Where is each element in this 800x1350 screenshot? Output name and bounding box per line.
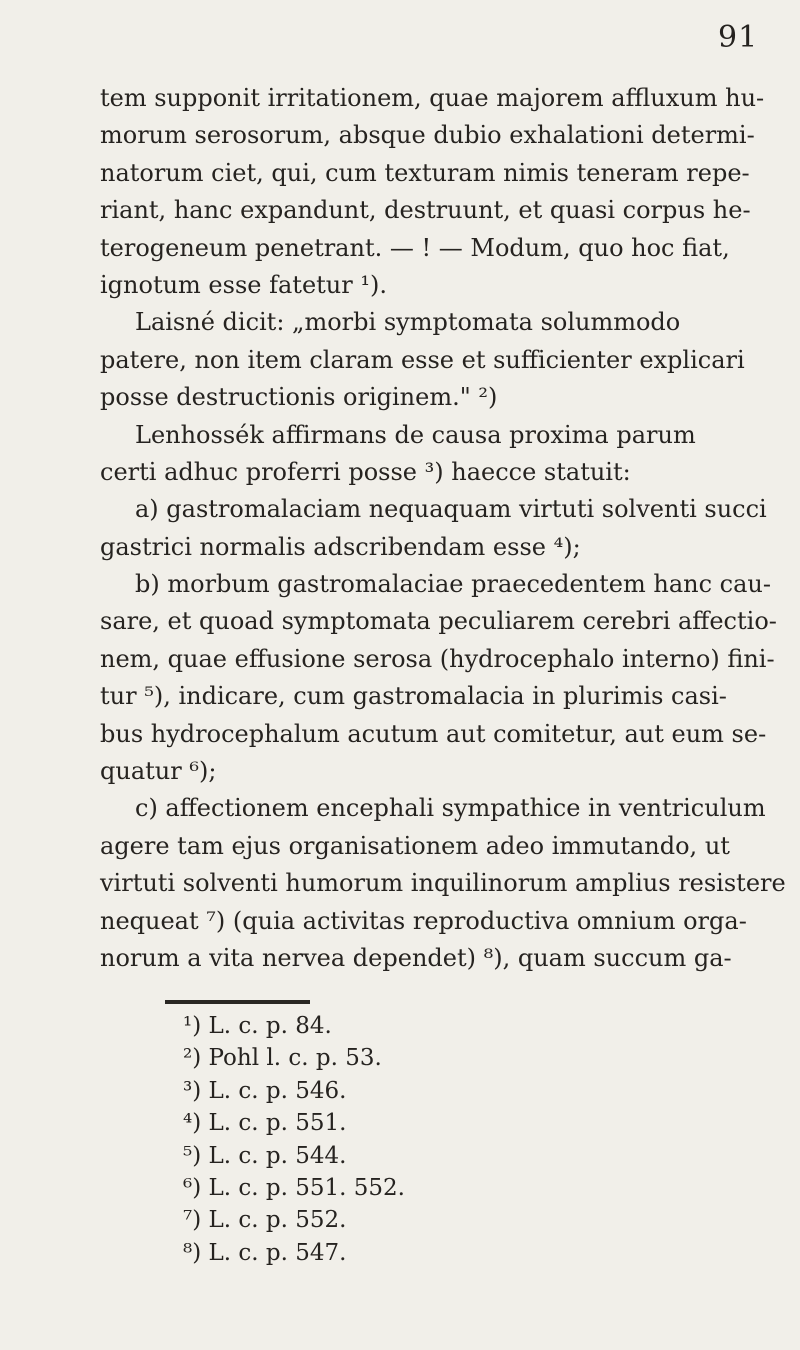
text-line: natorum ciet, qui, cum texturam nimis teneram repe- <box>100 158 750 187</box>
page-number: 91 <box>718 20 759 55</box>
footnote: ⁸) L. c. p. 547. <box>183 1239 347 1266</box>
text-line: Laisné dicit: „morbi symptomata solummodo <box>135 308 681 337</box>
text-line: riant, hanc expandunt, destruunt, et quasi corpus he- <box>100 196 751 225</box>
footnote: ⁴) L. c. p. 551. <box>183 1110 347 1137</box>
text-line: ignotum esse fatetur ¹). <box>100 270 387 299</box>
text-line: c) affectionem encephali sympathice in ventriculum <box>135 794 766 823</box>
footnote: ¹) L. c. p. 84. <box>183 1013 332 1039</box>
footnote-rule <box>165 1000 310 1004</box>
text-line: a) gastromalaciam nequaquam virtuti solventi succi <box>135 495 767 524</box>
text-line: posse destructionis originem." ²) <box>100 383 498 412</box>
text-line: norum a vita nervea dependet) ⁸), quam succum ga- <box>100 943 732 972</box>
footnote: ⁷) L. c. p. 552. <box>183 1207 347 1234</box>
text-line: certi adhuc proferri posse ³) haecce statuit: <box>100 457 631 486</box>
text-line: tur ⁵), indicare, cum gastromalacia in plurimis casi- <box>100 682 727 711</box>
text-line: nem, quae effusione serosa (hydrocephalo interno) fini- <box>100 644 775 673</box>
footnote: ³) L. c. p. 546. <box>183 1077 347 1104</box>
text-line: agere tam ejus organisationem adeo immutando, ut <box>100 831 730 860</box>
text-line: bus hydrocephalum acutum aut comitetur, aut eum se- <box>100 719 767 748</box>
text-line: patere, non item claram esse et sufficienter explicari <box>100 345 745 374</box>
text-line: morum serosorum, absque dubio exhalationi determi- <box>100 121 755 150</box>
text-line: gastrici normalis adscribendam esse ⁴); <box>100 532 581 561</box>
footnote: ⁵) L. c. p. 544. <box>183 1142 347 1169</box>
footnote: ²) Pohl l. c. p. 53. <box>183 1045 382 1072</box>
text-line: virtuti solventi humorum inquilinorum amplius resistere <box>100 869 786 898</box>
text-line: nequeat ⁷) (quia activitas reproductiva omnium orga- <box>100 906 747 935</box>
text-line: b) morbum gastromalaciae praecedentem hanc cau- <box>135 570 771 599</box>
body-text <box>100 80 786 977</box>
text-line: quatur ⁶); <box>100 757 217 786</box>
footnotes <box>183 1010 405 1269</box>
footnote: ⁶) L. c. p. 551. 552. <box>183 1174 405 1201</box>
text-line: tem supponit irritationem, quae majorem affluxum hu- <box>100 84 765 112</box>
text-line: Lenhossék affirmans de causa proxima parum <box>135 420 696 449</box>
text-line: sare, et quoad symptomata peculiarem cerebri affectio- <box>100 607 777 636</box>
text-line: terogeneum penetrant. — ! — Modum, quo hoc fiat, <box>100 233 730 262</box>
